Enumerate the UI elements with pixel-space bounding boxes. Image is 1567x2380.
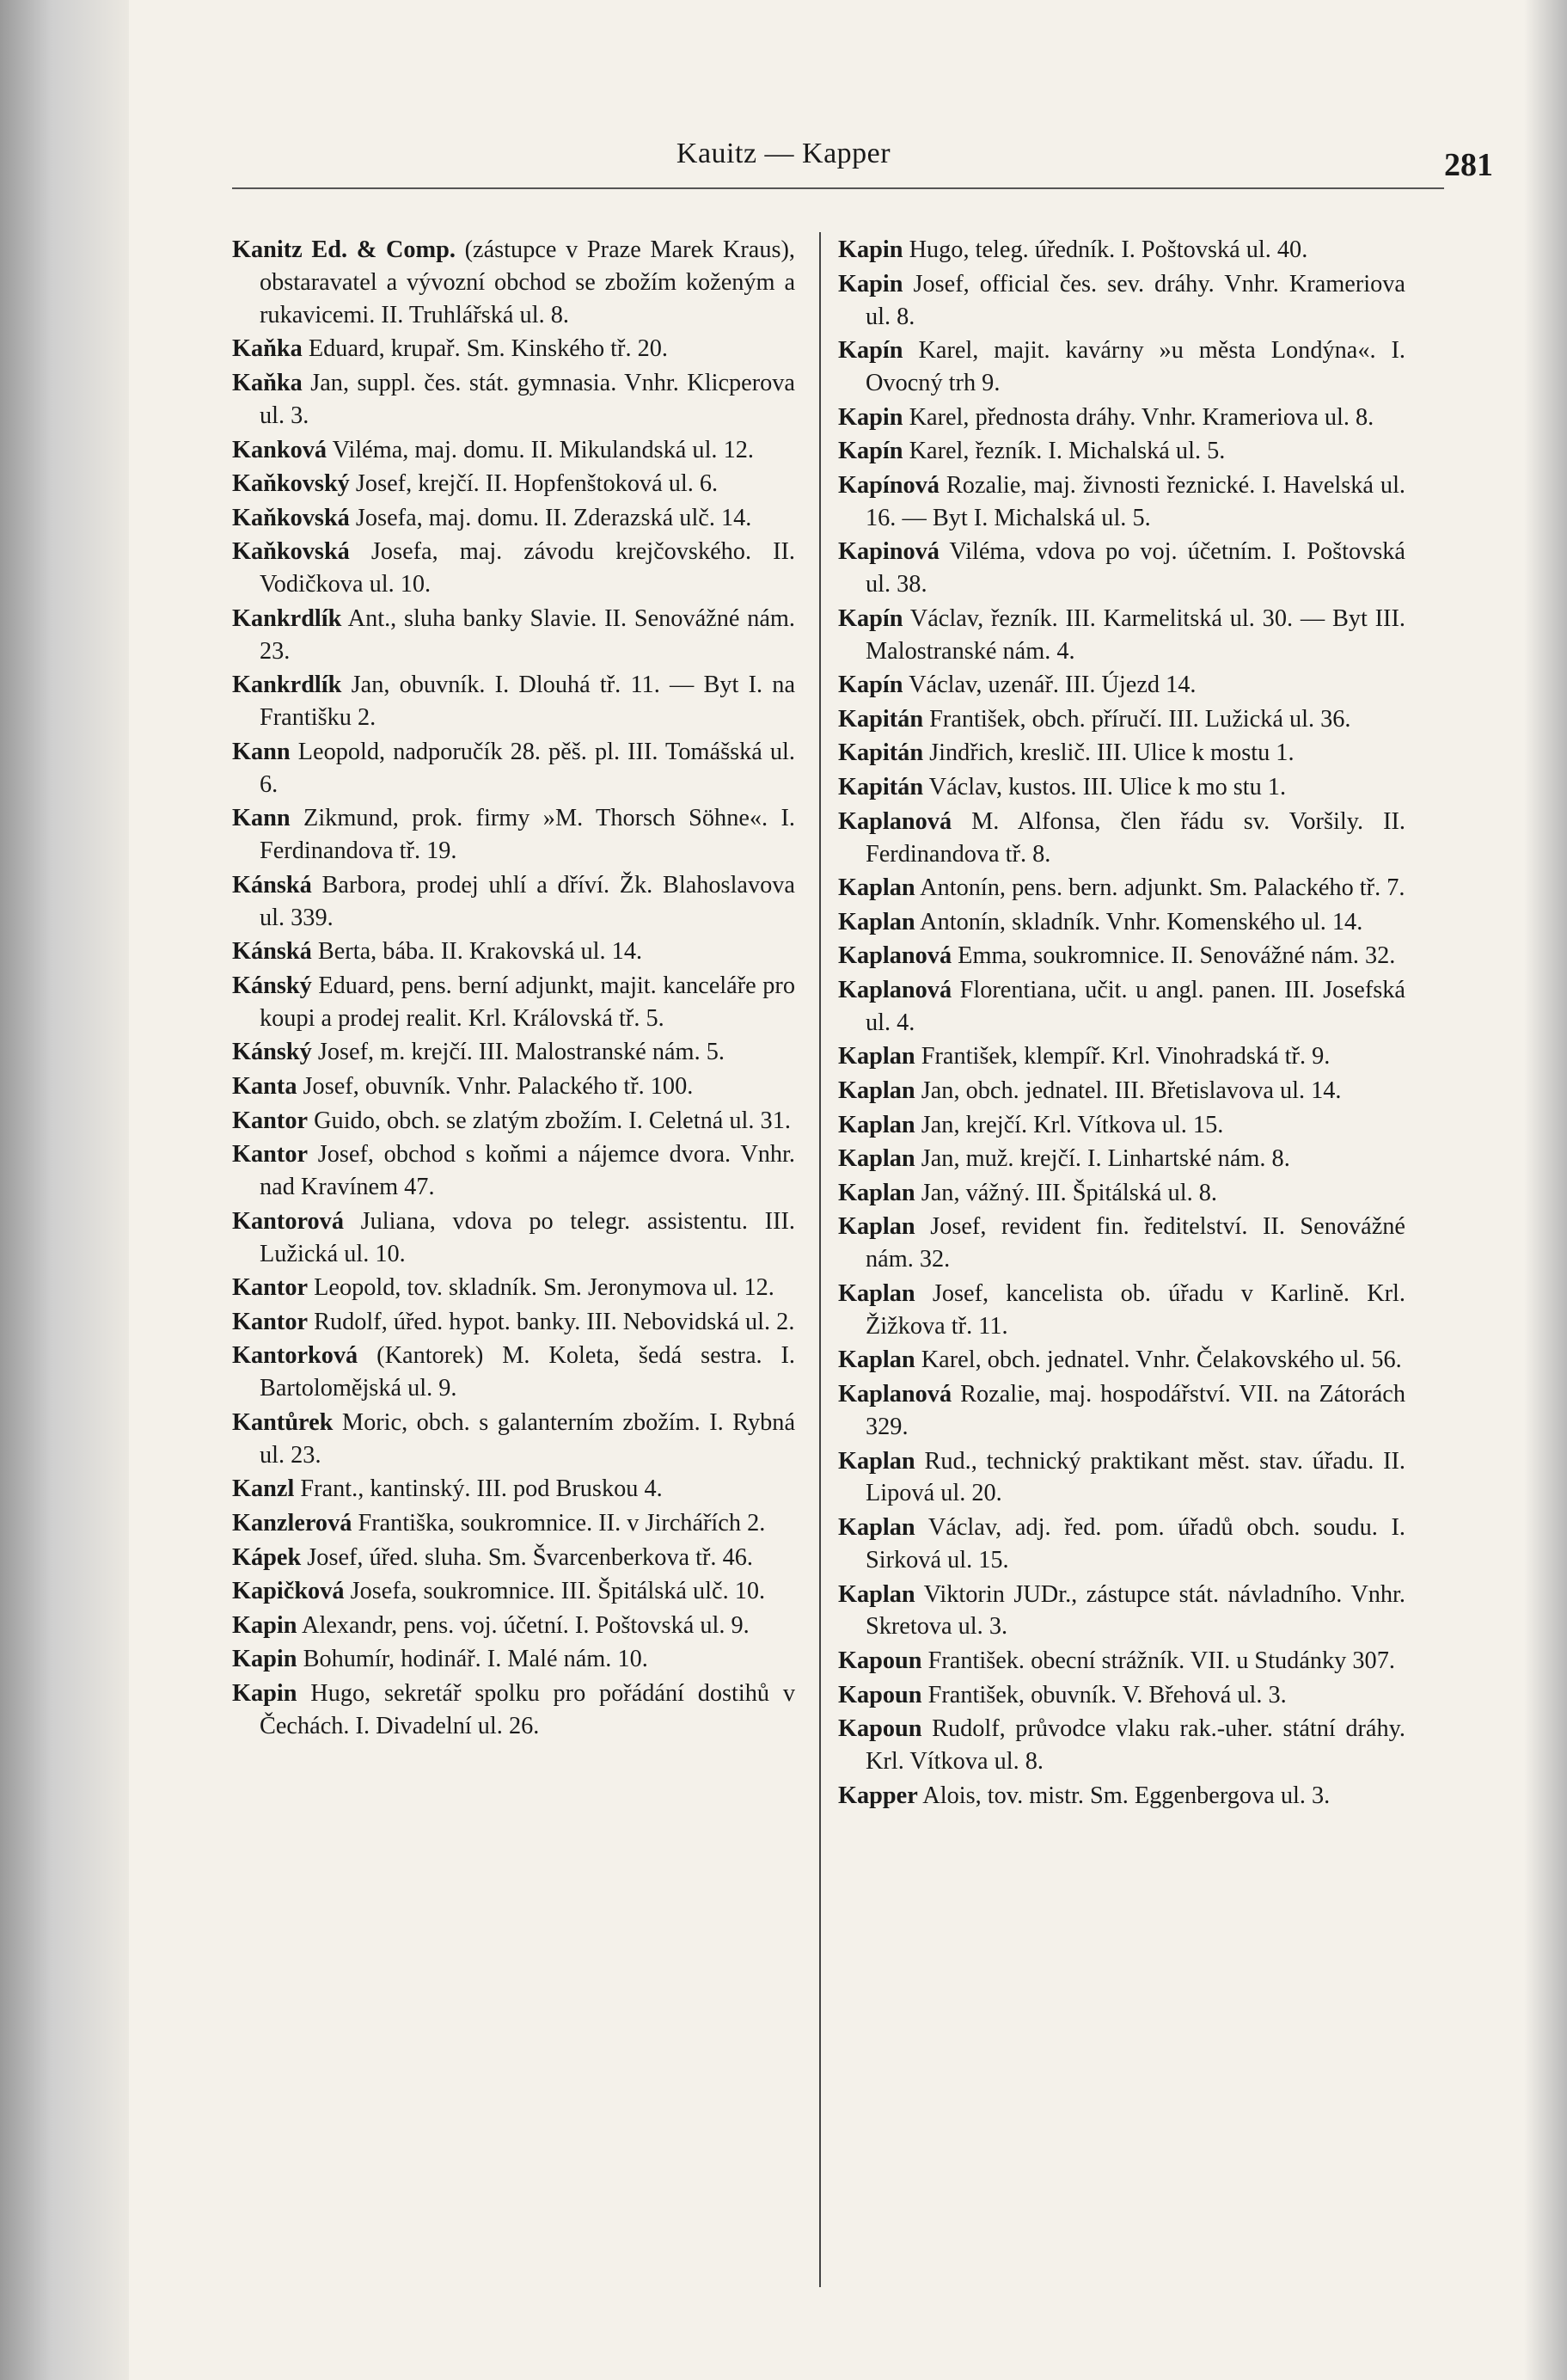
entry-surname: Kaplan	[838, 1077, 915, 1105]
entry-surname: Kantor	[232, 1274, 309, 1302]
entry-details: Josef, úřed. sluha. Sm. Švarcenberkova tř. 46.	[307, 1543, 753, 1571]
directory-entry	[838, 334, 1405, 400]
directory-entry	[232, 234, 795, 332]
entry-surname: Kapin	[838, 270, 903, 298]
entry-details: Františka, soukromnice. II. v Jirchářích 2.	[358, 1509, 766, 1537]
directory-entry	[838, 435, 1405, 468]
entry-surname: Kaňka	[232, 335, 303, 363]
directory-entry	[232, 1105, 795, 1138]
directory-entry	[838, 1512, 1405, 1577]
entry-details: Josef, m. krejčí. III. Malostranské nám. 5.	[317, 1039, 725, 1066]
entry-details: Rudolf, průvodce vlaku rak.-uher. státní dráhy. Krl. Vítkova ul. 8.	[866, 1715, 1405, 1776]
entry-details: Florentiana, učit. u angl. panen. III. Josefská ul. 4.	[866, 976, 1405, 1036]
directory-entry	[232, 1340, 795, 1405]
directory-entry	[232, 669, 795, 734]
entry-surname: Kaplan	[838, 1179, 915, 1206]
entry-surname: Kann	[232, 738, 291, 765]
entry-surname: Kaplan	[838, 1346, 915, 1374]
entry-details: Václav, řezník. III. Karmelitská ul. 30. — Byt III. Malostranské nám. 4.	[866, 604, 1405, 665]
directory-entry	[838, 703, 1405, 736]
directory-entry	[838, 974, 1405, 1040]
page-shadow-left	[0, 0, 129, 2380]
entry-surname: Kapin	[232, 1646, 297, 1673]
entry-details: Josef, obuvník. Vnhr. Palackého tř. 100.	[303, 1072, 694, 1100]
entry-details: M. Alfonsa, člen řádu sv. Voršily. II. Ferdinandova tř. 8.	[866, 807, 1405, 868]
entry-surname: Kantorová	[232, 1207, 344, 1235]
entry-details: Eduard, pens. berní adjunkt, majit. kanceláře pro koupi a prodej realit. Krl. Královská tř. 5.	[260, 972, 795, 1032]
entry-surname: Kapinová	[838, 538, 940, 566]
directory-entry	[232, 1473, 795, 1506]
entry-surname: Kapoun	[838, 1681, 922, 1708]
entry-surname: Kaplan	[838, 1514, 915, 1541]
directory-entry	[838, 1211, 1405, 1276]
entry-surname: Kapín	[838, 438, 903, 465]
directory-entry	[232, 869, 795, 935]
entry-surname: Kantor	[232, 1141, 309, 1169]
entry-surname: Kantůrek	[232, 1408, 334, 1436]
entry-details: (zástupce v Praze Marek Kraus), obstaravatel a vývozní obchod se zbožím koženým a rukavicemi. II. Truhlářská ul. 8.	[260, 236, 796, 328]
entry-details: Jan, obuvník. I. Dlouhá tř. 11. — Byt I. na Františku 2.	[260, 672, 796, 732]
directory-entry	[232, 802, 795, 868]
entry-details: Moric, obch. s galanterním zbožím. I. Rybná ul. 23.	[260, 1408, 796, 1469]
entry-surname: Kantor	[232, 1308, 309, 1335]
directory-entry	[232, 1678, 795, 1743]
entry-details: Bohumír, hodinář. I. Malé nám. 10.	[303, 1646, 648, 1673]
header-rule	[232, 187, 1444, 189]
directory-entry	[838, 771, 1405, 804]
entry-surname: Kapin	[232, 1611, 297, 1639]
directory-entry	[232, 1507, 795, 1540]
entry-surname: Kankrdlík	[232, 604, 342, 632]
entry-surname: Kaplanová	[838, 807, 952, 835]
directory-entry	[838, 1445, 1405, 1511]
entry-details: Alexandr, pens. voj. účetní. I. Poštovská ul. 9.	[302, 1611, 750, 1639]
directory-entry	[838, 1109, 1405, 1142]
directory-entry	[232, 367, 795, 432]
entry-details: Jan, obch. jednatel. III. Břetislavova ul. 14.	[921, 1077, 1342, 1105]
directory-entry	[838, 1344, 1405, 1377]
entry-details: Josef, obchod s koňmi a nájemce dvora. Vnhr. nad Kravínem 47.	[260, 1141, 795, 1201]
directory-entry	[838, 1378, 1405, 1444]
entry-surname: Kantor	[232, 1107, 309, 1134]
entry-details: František, obch. příručí. III. Lužická ul. 36.	[929, 705, 1351, 733]
entry-surname: Kánská	[232, 938, 312, 966]
directory-entry	[838, 1679, 1405, 1712]
entry-surname: Kaplan	[838, 1111, 915, 1138]
directory-entry	[838, 402, 1405, 434]
entry-details: Jan, krejčí. Krl. Vítkova ul. 15.	[921, 1111, 1224, 1138]
entry-details: Josefa, maj. domu. II. Zderazská ulč. 14.	[355, 504, 752, 531]
entry-details: Hugo, teleg. úředník. I. Poštovská ul. 40.	[909, 236, 1308, 263]
entry-details: Rozalie, maj. živnosti řeznické. I. Havelská ul. 16. — Byt I. Michalská ul. 5.	[866, 471, 1406, 531]
entry-surname: Kapin	[838, 403, 903, 431]
entry-surname: Kaplan	[838, 1213, 915, 1241]
entry-details: Karel, majit. kavárny »u města Londýna«. I. Ovocný trh 9.	[866, 337, 1405, 396]
directory-entry	[232, 333, 795, 365]
directory-entry	[232, 1036, 795, 1069]
directory-entry	[838, 1143, 1405, 1175]
directory-entry	[838, 872, 1405, 905]
entry-surname: Kapper	[838, 1782, 918, 1809]
entry-details: Karel, obch. jednatel. Vnhr. Čelakovského ul. 56.	[921, 1346, 1402, 1374]
entry-details: Hugo, sekretář spolku pro pořádání dostihů v Čechách. I. Divadelní ul. 26.	[260, 1679, 795, 1739]
directory-entry	[232, 1070, 795, 1103]
entry-details: Rozalie, maj. hospodářství. VII. na Zátorách 329.	[866, 1381, 1406, 1440]
entry-surname: Kánský	[232, 972, 312, 999]
entry-surname: Kapitán	[838, 705, 924, 733]
directory-entry	[838, 1645, 1405, 1678]
directory-entry	[232, 1306, 795, 1339]
directory-entry	[232, 1643, 795, 1676]
directory-entry	[838, 1075, 1405, 1107]
entry-details: Frant., kantinský. III. pod Bruskou 4.	[300, 1475, 663, 1503]
entry-details: Ant., sluha banky Slavie. II. Senovážné nám. 23.	[260, 604, 796, 665]
directory-entry	[838, 268, 1405, 334]
entry-surname: Kapoun	[838, 1715, 922, 1743]
entry-surname: Kaňkovský	[232, 470, 350, 498]
entry-details: Josefa, soukromnice. III. Špitálská ulč. 10.	[350, 1578, 766, 1605]
directory-entry	[232, 736, 795, 801]
entry-surname: Kánský	[232, 1039, 312, 1066]
entry-details: Leopold, nadporučík 28. pěš. pl. III. Tomášská ul. 6.	[260, 738, 795, 798]
entry-surname: Kapičková	[232, 1578, 345, 1605]
entry-details: Berta, bába. II. Krakovská ul. 14.	[317, 938, 643, 966]
entry-surname: Kaplan	[838, 1447, 915, 1475]
directory-entry	[232, 1575, 795, 1608]
entry-surname: Kaplan	[838, 908, 915, 935]
entry-surname: Kaplan	[838, 1279, 915, 1307]
entry-surname: Kantorková	[232, 1342, 358, 1370]
directory-entry	[232, 935, 795, 968]
entry-surname: Kanzl	[232, 1475, 295, 1503]
entry-details: (Kantorek) M. Koleta, šedá sestra. I. Bartolomějská ul. 9.	[260, 1342, 796, 1402]
entry-details: Viléma, vdova po voj. účetním. I. Poštovská ul. 38.	[866, 538, 1405, 598]
directory-entry	[232, 603, 795, 668]
entry-surname: Kaplanová	[838, 976, 952, 1003]
entry-details: Barbora, prodej uhlí a dříví. Žk. Blahoslavova ul. 339.	[260, 871, 795, 931]
entry-details: František, klempíř. Krl. Vinohradská tř. 9.	[921, 1043, 1331, 1070]
entry-surname: Kánská	[232, 871, 312, 899]
right-column	[838, 234, 1405, 1813]
entry-details: Václav, adj. řed. pom. úřadů obch. soudu. I. Sirková ul. 15.	[866, 1514, 1405, 1573]
left-column	[232, 234, 795, 1744]
entry-details: Jindřich, kreslič. III. Ulice k mostu 1.	[929, 739, 1295, 767]
entry-details: Antonín, skladník. Vnhr. Komenského ul. 14.	[920, 908, 1363, 935]
directory-entry	[838, 536, 1405, 601]
entry-details: Zikmund, prok. firmy »M. Thorsch Söhne«. I. Ferdinandova tř. 19.	[260, 805, 796, 865]
running-header: Kauitz — Kapper	[676, 138, 891, 169]
entry-surname: Kaplan	[838, 874, 915, 902]
entry-details: Leopold, tov. skladník. Sm. Jeronymova ul. 12.	[314, 1274, 774, 1302]
entry-surname: Kapín	[838, 672, 903, 699]
entry-surname: Kapínová	[838, 471, 940, 499]
directory-entry	[838, 1579, 1405, 1644]
entry-details: František, obuvník. V. Břehová ul. 3.	[927, 1681, 1287, 1708]
entry-surname: Kann	[232, 805, 291, 832]
entry-surname: Kapitán	[838, 739, 924, 767]
directory-entry	[232, 1272, 795, 1304]
entry-surname: Kaňkovská	[232, 538, 350, 566]
entry-details: František. obecní strážník. VII. u Studánky 307.	[927, 1647, 1395, 1674]
entry-details: Václav, kustos. III. Ulice k mo stu 1.	[928, 774, 1287, 801]
directory-entry	[838, 737, 1405, 770]
directory-entry	[232, 1205, 795, 1271]
entry-details: Jan, muž. krejčí. I. Linhartské nám. 8.	[921, 1145, 1290, 1173]
entry-details: Rud., technický praktikant měst. stav. úřadu. II. Lipová ul. 20.	[866, 1447, 1405, 1507]
entry-details: Josef, revident fin. ředitelství. II. Senovážné nám. 32.	[866, 1213, 1405, 1273]
entry-details: Eduard, krupař. Sm. Kinského tř. 20.	[308, 335, 668, 363]
entry-details: Emma, soukromnice. II. Senovážné nám. 32.	[958, 942, 1396, 970]
directory-entry	[838, 1040, 1405, 1073]
directory-entry	[232, 1138, 795, 1204]
entry-details: Viktorin JUDr., zástupce stát. návladního. Vnhr. Skretova ul. 3.	[866, 1580, 1405, 1641]
entry-surname: Kaplan	[838, 1580, 915, 1608]
entry-details: Viléma, maj. domu. II. Mikulandská ul. 12.	[332, 436, 754, 463]
directory-entry	[232, 468, 795, 500]
directory-entry	[838, 1177, 1405, 1210]
entry-details: Guido, obch. se zlatým zbožím. I. Celetná ul. 31.	[314, 1107, 791, 1134]
entry-surname: Kapin	[232, 1679, 297, 1707]
directory-entry	[838, 234, 1405, 267]
entry-surname: Kaňka	[232, 370, 303, 396]
entry-details: Jan, suppl. čes. stát. gymnasia. Vnhr. Klicperova ul. 3.	[260, 370, 795, 429]
directory-entry	[838, 940, 1405, 972]
entry-details: Antonín, pens. bern. adjunkt. Sm. Palackého tř. 7.	[920, 874, 1405, 902]
entry-surname: Kapín	[838, 337, 903, 365]
entry-surname: Kaplan	[838, 1043, 915, 1070]
directory-entry	[232, 1407, 795, 1472]
entry-surname: Kapoun	[838, 1647, 922, 1674]
entry-surname: Kankrdlík	[232, 672, 342, 699]
entry-surname: Kapin	[838, 236, 903, 263]
page-number: 281	[1444, 147, 1493, 183]
directory-entry	[232, 970, 795, 1035]
directory-entry	[838, 906, 1405, 939]
entry-surname: Kapitán	[838, 774, 924, 801]
entry-surname: Kaplanová	[838, 1381, 952, 1408]
directory-entry	[838, 1713, 1405, 1778]
entry-details: Rudolf, úřed. hypot. banky. III. Nebovidská ul. 2.	[314, 1308, 795, 1335]
directory-entry	[232, 1542, 795, 1574]
directory-entry	[838, 1780, 1405, 1813]
entry-surname: Kanta	[232, 1072, 297, 1100]
directory-entry	[232, 434, 795, 467]
directory-entry	[838, 1278, 1405, 1343]
entry-details: Karel, řezník. I. Michalská ul. 5.	[909, 438, 1226, 465]
directory-entry	[838, 603, 1405, 668]
entry-surname: Kaňkovská	[232, 504, 350, 531]
directory-entry	[232, 536, 795, 601]
directory-entry	[838, 669, 1405, 702]
entry-details: Václav, uzenář. III. Újezd 14.	[909, 672, 1197, 699]
entry-details: Josefa, maj. závodu krejčovského. II. Vodičkova ul. 10.	[260, 538, 795, 598]
entry-surname: Kaplan	[838, 1145, 915, 1173]
entry-details: Josef, kancelista ob. úřadu v Karlině. Krl. Žižkova tř. 11.	[866, 1279, 1405, 1340]
entry-details: Josef, official čes. sev. dráhy. Vnhr. Krameriova ul. 8.	[866, 270, 1405, 330]
entry-details: Karel, přednosta dráhy. Vnhr. Krameriova ul. 8.	[909, 403, 1374, 431]
entry-surname: Kapín	[838, 604, 903, 632]
entry-details: Jan, vážný. III. Špitálská ul. 8.	[921, 1179, 1217, 1206]
entry-surname: Kanzlerová	[232, 1509, 352, 1537]
page-shadow-right	[1524, 0, 1567, 2380]
directory-entry	[232, 1610, 795, 1642]
directory-entry	[838, 806, 1405, 871]
entry-details: Josef, krejčí. II. Hopfenštoková ul. 6.	[355, 470, 719, 498]
entry-surname: Kaplanová	[838, 942, 952, 970]
entry-surname: Kanitz Ed. & Comp.	[232, 236, 456, 263]
column-divider	[819, 232, 821, 2287]
directory-entry	[232, 502, 795, 535]
entry-surname: Kápek	[232, 1543, 302, 1571]
directory-entry	[838, 469, 1405, 535]
entry-details: Juliana, vdova po telegr. assistentu. III. Lužická ul. 10.	[260, 1207, 795, 1267]
entry-surname: Kanková	[232, 436, 327, 463]
entry-details: Alois, tov. mistr. Sm. Eggenbergova ul. 3.	[922, 1782, 1331, 1809]
